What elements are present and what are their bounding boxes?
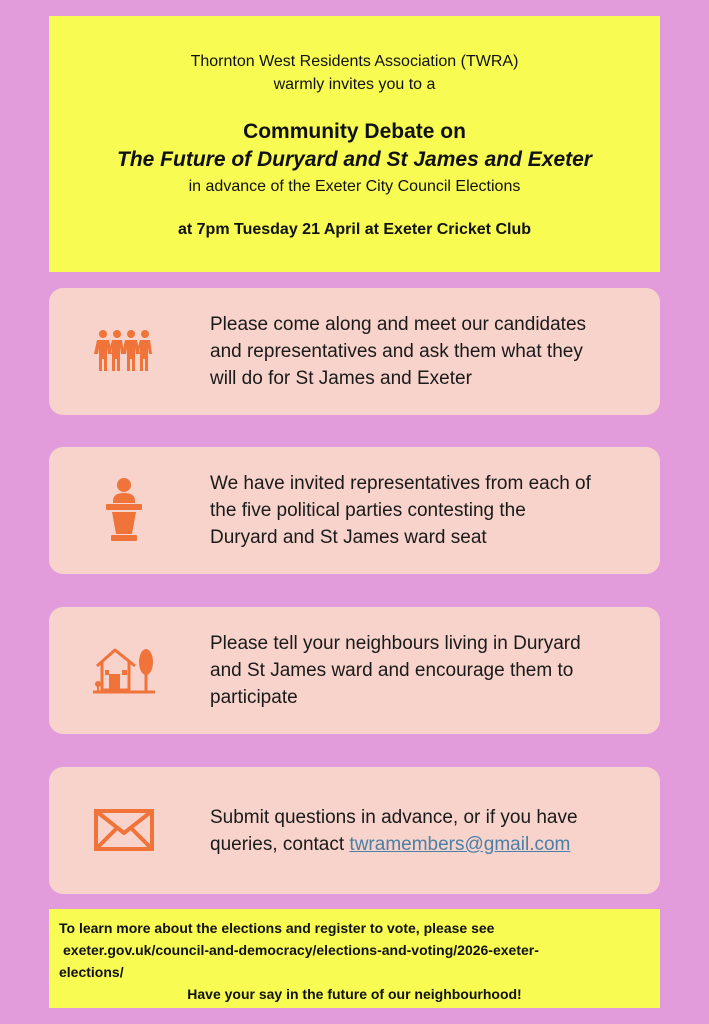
card-line: Please tell your neighbours living in Duryard — [210, 633, 581, 654]
event-subtitle: The Future of Duryard and St James and Exeter — [117, 148, 592, 171]
election-info-footer — [49, 909, 660, 1008]
contact-email-link[interactable]: twramembers@gmail.com — [349, 834, 571, 855]
event-title: Community Debate on — [243, 120, 466, 143]
footer-line: To learn more about the elections and register to vote, please see — [59, 920, 495, 936]
info-card-tell-neighbours — [49, 607, 660, 734]
contact-prefix: queries, contact — [210, 834, 350, 855]
invitation-header — [49, 16, 660, 272]
card-text — [210, 630, 650, 711]
footer-url-line: exeter.gov.uk/council-and-democracy/elections-and-voting/2026-exeter- — [63, 942, 539, 958]
footer-url-line-continued: elections/ — [59, 964, 124, 980]
card-line — [210, 831, 650, 858]
card-line: Duryard and St James ward seat — [210, 527, 487, 548]
card-text — [210, 311, 650, 392]
event-time-location: at 7pm Tuesday 21 April at Exeter Cricket Club — [177, 221, 531, 238]
card-line: and representatives and ask them what they — [210, 341, 583, 362]
card-line: the five political parties contesting the — [210, 500, 526, 521]
card-line: Submit questions in advance, or if you have — [210, 807, 578, 828]
info-card-submit-questions — [49, 767, 660, 894]
card-line: We have invited representatives from each of — [210, 473, 591, 494]
envelope-icon — [89, 795, 159, 865]
card-line: and St James ward and encourage them to — [210, 660, 574, 681]
house-tree-icon — [89, 635, 159, 705]
people-group-icon — [89, 316, 159, 386]
card-text — [210, 470, 650, 551]
info-card-meet-candidates — [49, 288, 660, 415]
event-context: in advance of the Exeter City Council Elections — [188, 178, 521, 195]
podium-speaker-icon — [89, 475, 159, 545]
card-text — [210, 804, 650, 858]
card-line: Please come along and meet our candidates — [210, 314, 587, 335]
card-line: participate — [210, 687, 298, 708]
card-line: will do for St James and Exeter — [210, 368, 472, 389]
organiser-line: Thornton West Residents Association (TWRA) — [190, 53, 519, 70]
footer-slogan: Have your say in the future of our neighbourhood! — [187, 986, 522, 1002]
info-card-invited-representatives — [49, 447, 660, 574]
invite-line: warmly invites you to a — [273, 76, 436, 93]
